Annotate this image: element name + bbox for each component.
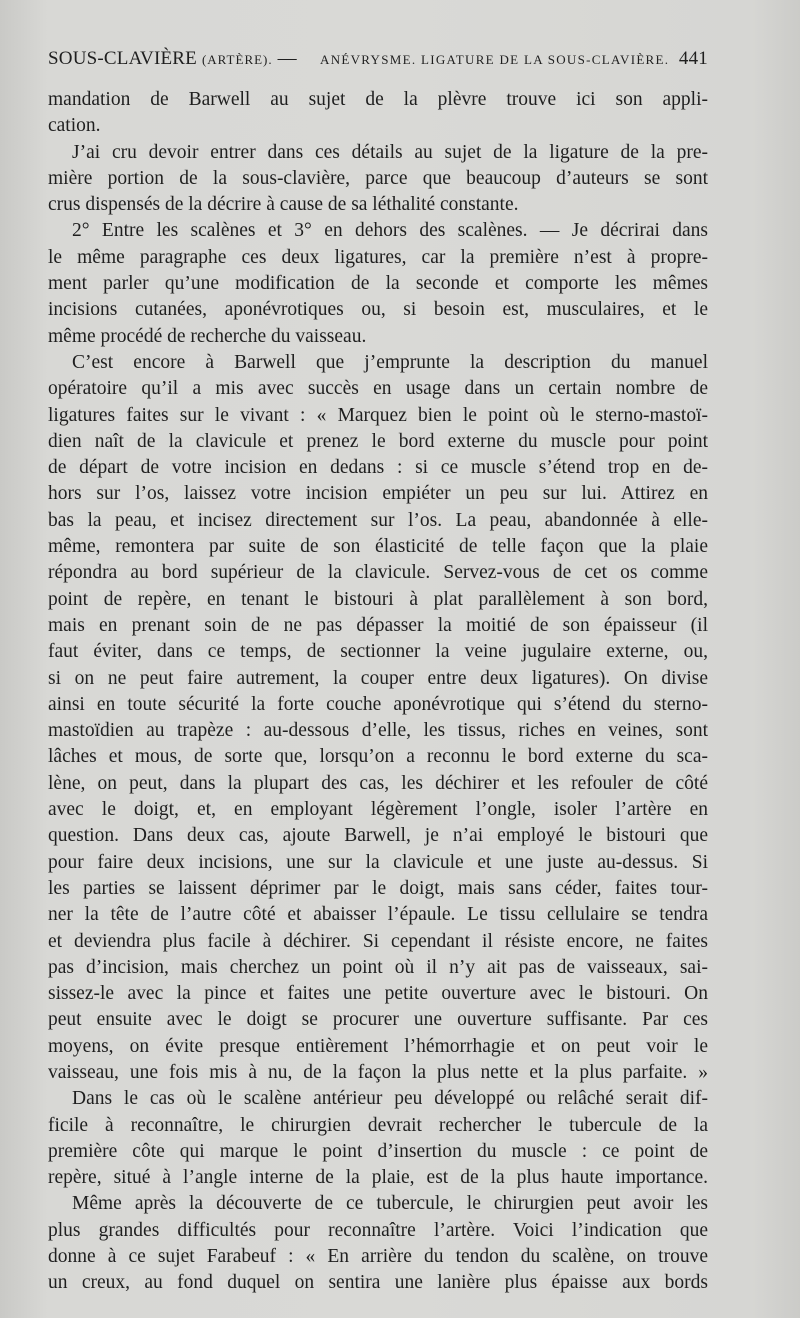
text-line: dien naît de la clavicule et prenez le bord externe du muscle pour point bbox=[48, 430, 708, 452]
text-line: cation. bbox=[48, 115, 101, 137]
text-line: pour faire deux incisions, une sur la clavicule et une juste au-dessus. Si bbox=[48, 851, 708, 873]
text-line: 2° Entre les scalènes et 3° en dehors des scalènes. — Je décrirai dans bbox=[72, 220, 708, 242]
text-line: pas d’incision, mais cherchez un point où il n’y ait pas de vaisseaux, sai- bbox=[48, 956, 708, 978]
text-line: un creux, au fond duquel on sentira une lanière plus épaisse aux bords bbox=[48, 1272, 708, 1294]
text-line: et deviendra plus facile à déchirer. Si cependant il résiste encore, ne faites bbox=[48, 930, 708, 952]
text-line: ment parler qu’une modification de la seconde et comporte les mêmes bbox=[48, 273, 708, 295]
text-line: ner la tête de l’autre côté et abaisser l’épaule. Le tissu cellulaire se tendra bbox=[48, 904, 708, 926]
text-line: ficile à reconnaître, le chirurgien devrait rechercher le tubercule de la bbox=[48, 1114, 708, 1136]
text-line: sissez-le avec la pince et faites une petite ouverture avec le bistouri. On bbox=[48, 983, 708, 1005]
text-line: première côte qui marque le point d’insertion du muscle : ce point de bbox=[48, 1140, 708, 1162]
text-line: les parties se laissent déprimer par le doigt, mais sans céder, faites tour- bbox=[48, 877, 708, 899]
text-line: Dans le cas où le scalène antérieur peu développé ou relâché serait dif- bbox=[72, 1088, 708, 1110]
text-line: donne à ce sujet Farabeuf : « En arrière du tendon du scalène, on trouve bbox=[48, 1246, 708, 1268]
text-line: avec le doigt, et, en employant légèrement l’ongle, isoler l’artère en bbox=[48, 799, 708, 821]
body-text bbox=[48, 87, 708, 1297]
text-line: si on ne peut faire autrement, la couper entre deux ligatures). On divise bbox=[48, 667, 708, 689]
text-line: opératoire qu’il a mis avec succès en usage dans un certain nombre de bbox=[48, 378, 708, 400]
running-header bbox=[48, 48, 708, 78]
text-line: le même paragraphe ces deux ligatures, car la première n’est à propre- bbox=[48, 246, 708, 268]
text-line: crus dispensés de la décrire à cause de sa léthalité constante. bbox=[48, 194, 519, 216]
text-line: vaisseau, une fois mis à nu, de la façon la plus nette et la plus parfaite. » bbox=[48, 1061, 708, 1083]
text-line: point de repère, en tenant le bistouri à plat parallèlement à son bord, bbox=[48, 588, 708, 610]
text-line: question. Dans deux cas, ajoute Barwell, je n’ai employé le bistouri que bbox=[48, 825, 708, 847]
text-line: peut ensuite avec le doigt se procurer une ouverture suffisante. Par ces bbox=[48, 1009, 708, 1031]
text-line: hors sur l’os, laissez votre incision empiéter un peu sur lui. Attirez en bbox=[48, 483, 708, 505]
header-title bbox=[48, 48, 297, 70]
text-line: ainsi en toute sécurité la forte couche aponévrotique qui s’étend du sterno- bbox=[48, 693, 708, 715]
header-dash: — bbox=[277, 48, 297, 69]
text-line: bas la peau, et incisez directement sur l’os. La peau, abandonnée à elle- bbox=[48, 509, 708, 531]
text-line: Même après la découverte de ce tubercule, le chirurgien peut avoir les bbox=[72, 1193, 708, 1215]
text-line: incisions cutanées, aponévrotiques ou, si besoin est, musculaires, et le bbox=[48, 299, 708, 321]
text-line: J’ai cru devoir entrer dans ces détails au sujet de la ligature de la pre- bbox=[72, 141, 708, 163]
text-line: plus grandes difficultés pour reconnaître l’artère. Voici l’indication que bbox=[48, 1219, 708, 1241]
text-line: moyens, on évite presque entièrement l’hémorrhagie et on peut voir le bbox=[48, 1035, 708, 1057]
text-line: C’est encore à Barwell que j’emprunte la description du manuel bbox=[72, 351, 708, 373]
text-line: faut éviter, dans ce temps, de sectionner la veine jugulaire externe, ou, bbox=[48, 641, 708, 663]
text-line: mière portion de la sous-clavière, parce que beaucoup d’auteurs se sont bbox=[48, 167, 708, 189]
text-line: même, remontera par suite de son élasticité de telle façon que la plaie bbox=[48, 536, 708, 558]
page-number: 441 bbox=[678, 48, 708, 69]
text-line: mandation de Barwell au sujet de la plèvre trouve ici son appli- bbox=[48, 89, 708, 110]
header-title-main: SOUS-CLAVIÈRE bbox=[48, 48, 197, 69]
text-line: même procédé de recherche du vaisseau. bbox=[48, 325, 367, 347]
text-line: répondra au bord supérieur de la clavicule. Servez-vous de cet os comme bbox=[48, 562, 708, 584]
text-line: ligatures faites sur le vivant : « Marquez bien le point où le sterno-mastoï- bbox=[48, 404, 708, 426]
text-line: mais en prenant soin de ne pas dépasser la moitié de son épaisseur (il bbox=[48, 614, 708, 636]
text-line: repère, situé à l’angle interne de la plaie, est de la plus haute importance. bbox=[48, 1167, 708, 1189]
header-section: ANÉVRYSME. LIGATURE DE LA SOUS-CLAVIÈRE. bbox=[320, 52, 670, 67]
text-line: de départ de votre incision en dedans : si ce muscle s’étend trop en de- bbox=[48, 457, 708, 479]
header-title-paren: (ARTÈRE). bbox=[201, 52, 273, 67]
text-line: lène, on peut, dans la plupart des cas, les déchirer et les refouler de côté bbox=[48, 772, 708, 794]
text-line: lâches et mous, de sorte que, lorsqu’on a reconnu le bord externe du sca- bbox=[48, 746, 708, 768]
text-line: mastoïdien au trapèze : au-dessous d’elle, les tissus, riches en veines, sont bbox=[48, 720, 708, 742]
